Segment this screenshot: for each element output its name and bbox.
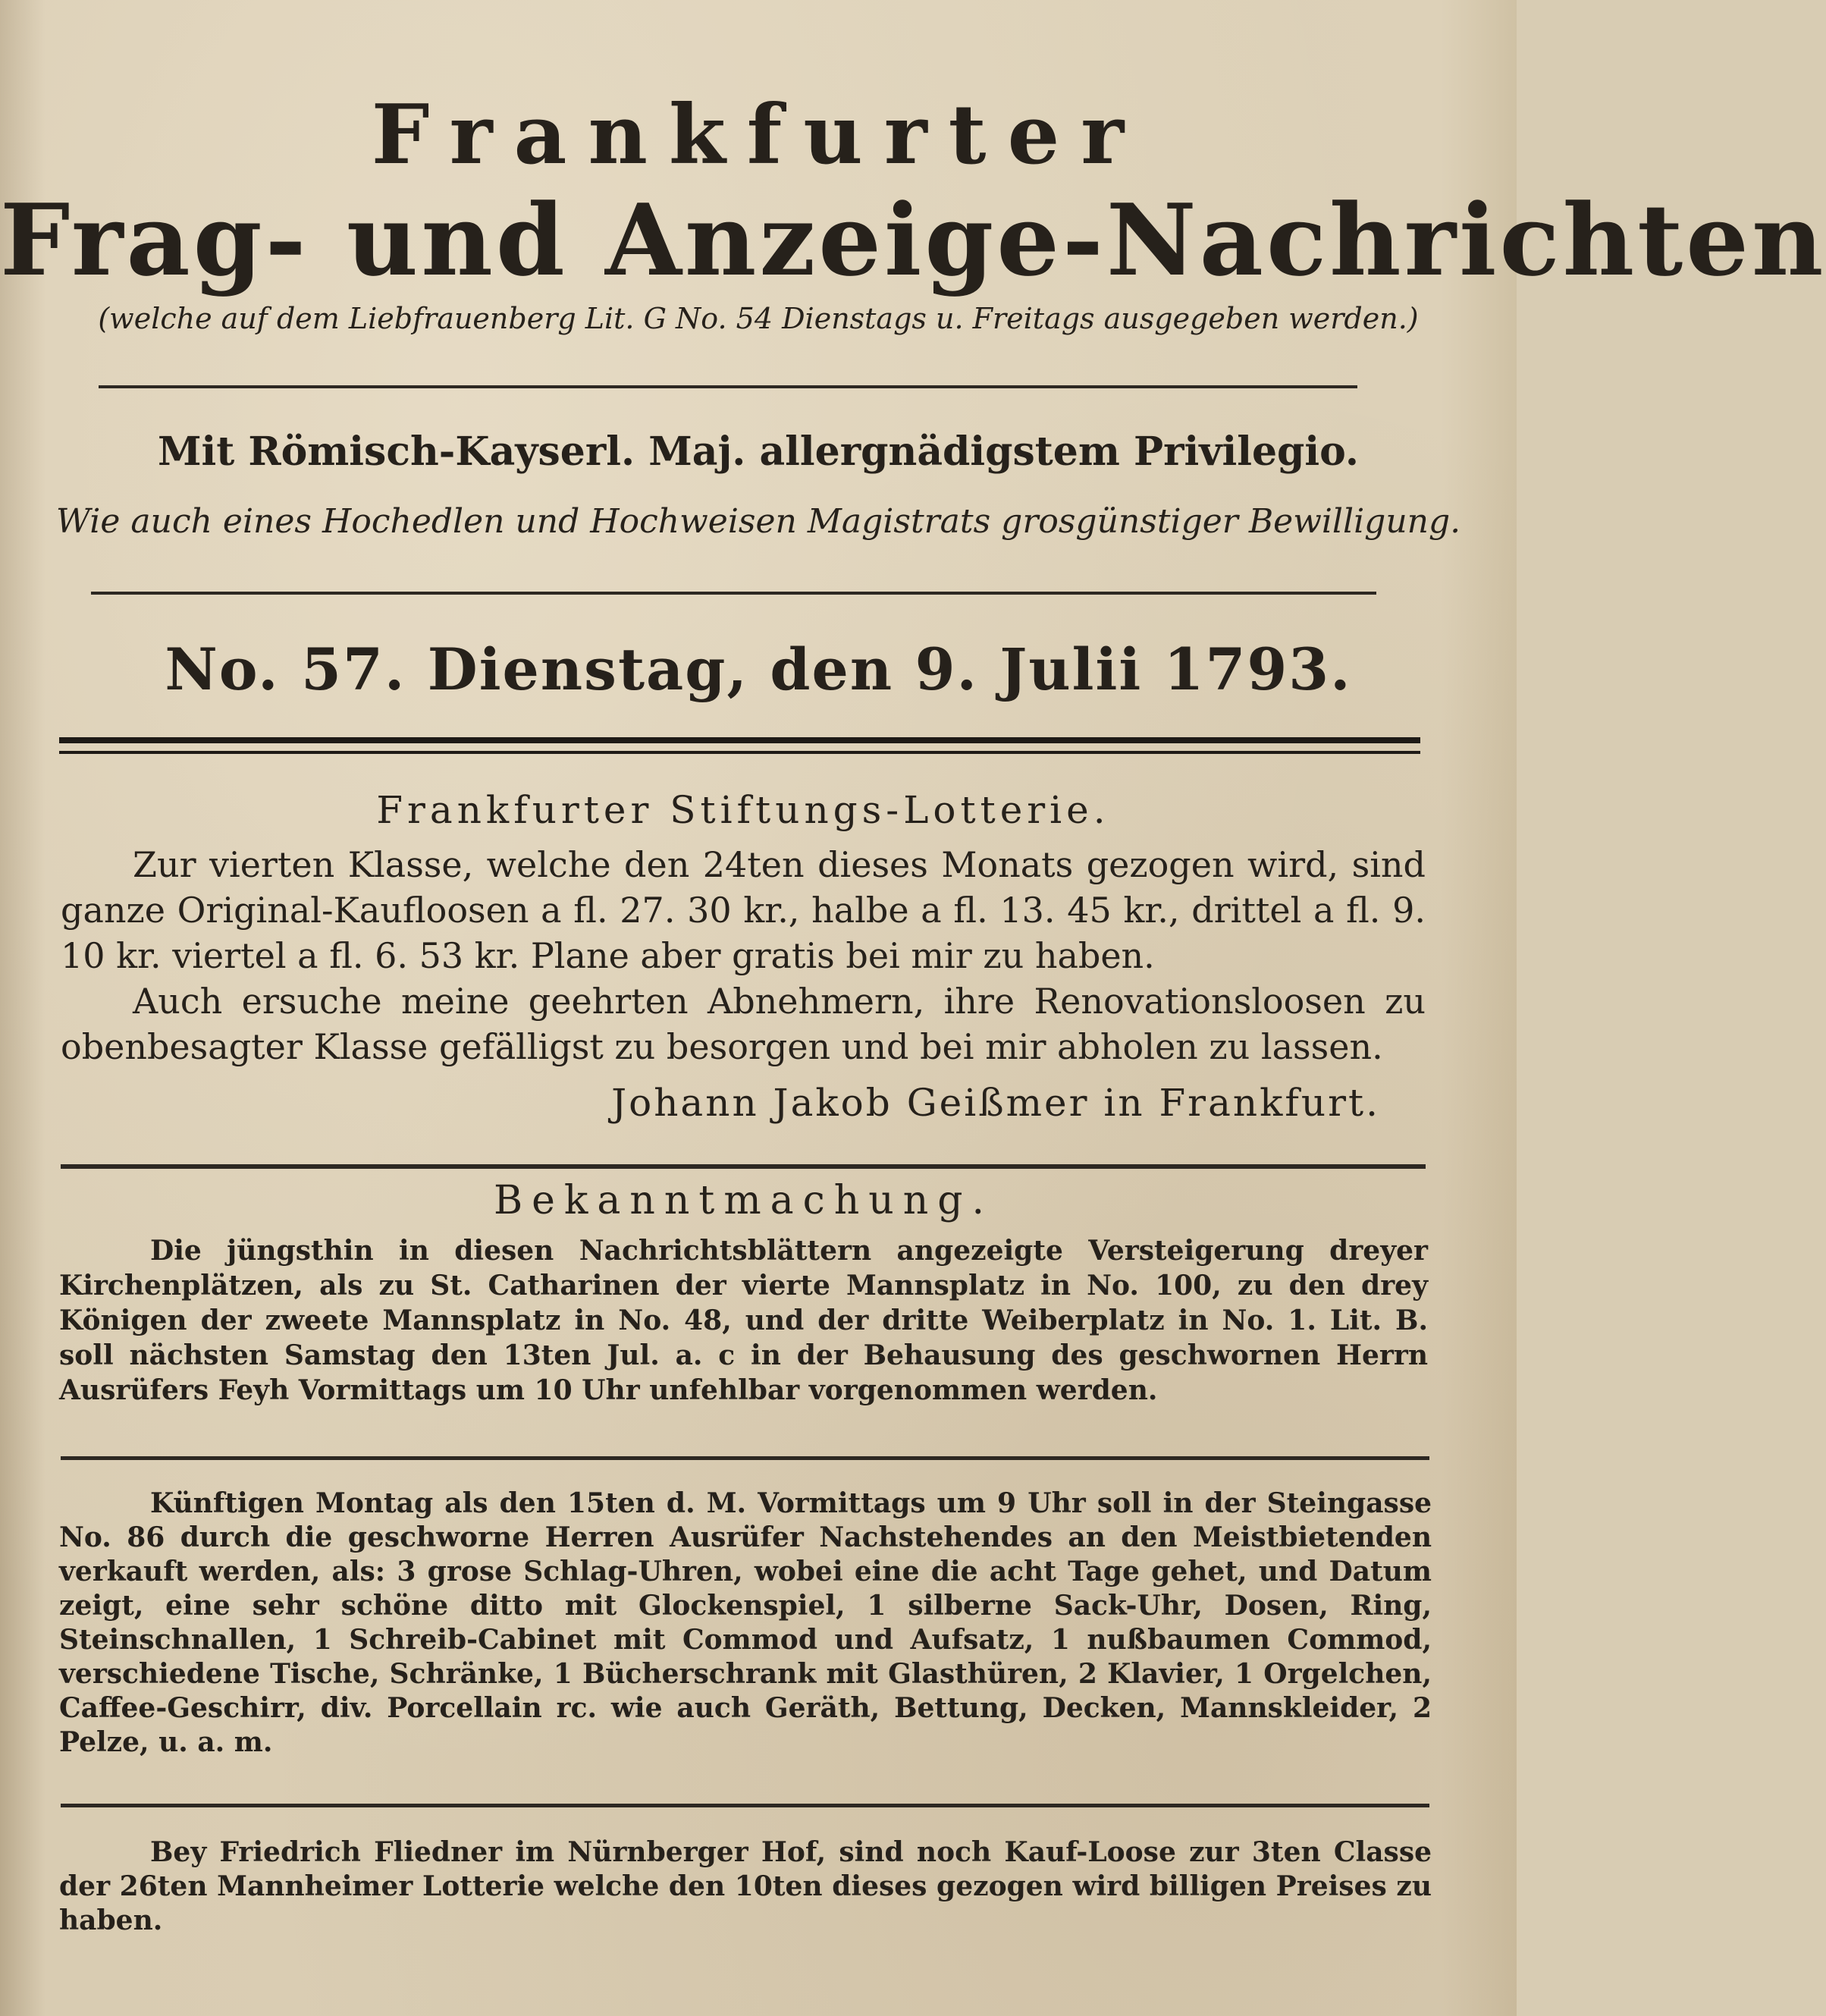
rule-divider bbox=[61, 1456, 1429, 1460]
rule-divider bbox=[99, 385, 1357, 388]
auction-text: Künftigen Montag als den 15ten d. M. Vormittags um 9 Uhr soll in der Steingasse No. 86 durch die geschworne Herren Ausrüfer Nachstehendes an den Meistbietenden verkauft werden, als: 3 grose Schlag-Uhren, wobei eine die acht Tage gehet, und Datum zeigt, eine sehr schöne ditto mit Glockenspiel, 1 silberne Sack-Uhr, Dosen, Ring, Steinschnallen, 1 Schreib-Cabinet mit Commod und Aufsatz, 1 nußbaumen Commod, verschiedene Tische, Schränke, 1 Bücherschrank mit Glasthüren, 2 Klavier, 1 Orgelchen, Caffee-Geschirr, div. Porcellain rc. wie auch Geräth, Bettung, Decken, Mannskleider, 2 Pelze, u. a. m. bbox=[59, 1487, 1432, 1758]
lottery-paragraph: Zur vierten Klasse, welche den 24ten dieses Monats gezogen wird, sind ganze Original-Kaufloosen a fl. 27. 30 kr., halbe a fl. 13. 45 kr., drittel a fl. 9. 10 kr. viertel a fl. 6. 53 kr. Plane aber gratis bei mir zu haben. bbox=[61, 844, 1426, 976]
notice-text: Die jüngsthin in diesen Nachrichtsblättern angezeigte Versteigerung dreyer Kirchenplätzen, als zu St. Catharinen der vierte Mannsplatz in No. 100, zu den drey Königen der zweete Mannsplatz in No. 48, und der dritte Weiberplatz in No. 1. Lit. B. soll nächsten Samstag den 13ten Jul. a. c in der Behausung des geschwornen Herrn Ausrüfers Feyh Vormittags um 10 Uhr unfehlbar vorgenommen werden. bbox=[59, 1235, 1428, 1406]
lottery-ticket-notice bbox=[59, 1835, 1432, 1938]
public-notice bbox=[59, 1178, 1428, 1408]
masthead-subtitle: (welche auf dem Liebfrauenberg Lit. G No. 54 Dienstags u. Freitags ausgegeben werden.) bbox=[98, 302, 1419, 335]
issue-number: No. 57. bbox=[165, 636, 406, 703]
masthead-title-line2: Frag- und Anzeige-Nachrichten bbox=[0, 182, 1826, 298]
masthead-title-line1: Frankfurter bbox=[371, 87, 1146, 183]
notice-heading: Bekanntmachung. bbox=[493, 1178, 994, 1223]
issue-line bbox=[0, 636, 1517, 703]
lottery-heading: Frankfurter Stiftungs-Lotterie. bbox=[376, 788, 1110, 832]
approval-line: Wie auch eines Hochedlen und Hochweisen Magistrats grosgünstiger Bewilligung. bbox=[55, 502, 1461, 541]
lottery-signature: Johann Jakob Geißmer in Frankfurt. bbox=[611, 1081, 1380, 1125]
rule-divider bbox=[91, 592, 1376, 595]
lottery2-text: Bey Friedrich Fliedner im Nürnberger Hof, sind noch Kauf-Loose zur 3ten Classe der 26ten Mannheimer Lotterie welche den 10ten dieses gezogen wird billigen Preises zu haben. bbox=[59, 1836, 1432, 1936]
privilege-line: Mit Römisch-Kayserl. Maj. allergnädigstem Privilegio. bbox=[157, 429, 1360, 475]
lottery-paragraph: Auch ersuche meine geehrten Abnehmern, ihre Renovationsloosen zu obenbesagter Klasse gefälligst zu besorgen und bei mir abholen zu lassen. bbox=[61, 981, 1426, 1067]
auction-notice bbox=[59, 1487, 1432, 1760]
issue-date: Dienstag, den 9. Julii 1793. bbox=[427, 636, 1352, 703]
lottery-notice bbox=[61, 787, 1426, 1126]
double-rule bbox=[59, 737, 1420, 754]
rule-divider bbox=[61, 1804, 1429, 1807]
rule-divider bbox=[61, 1164, 1426, 1169]
